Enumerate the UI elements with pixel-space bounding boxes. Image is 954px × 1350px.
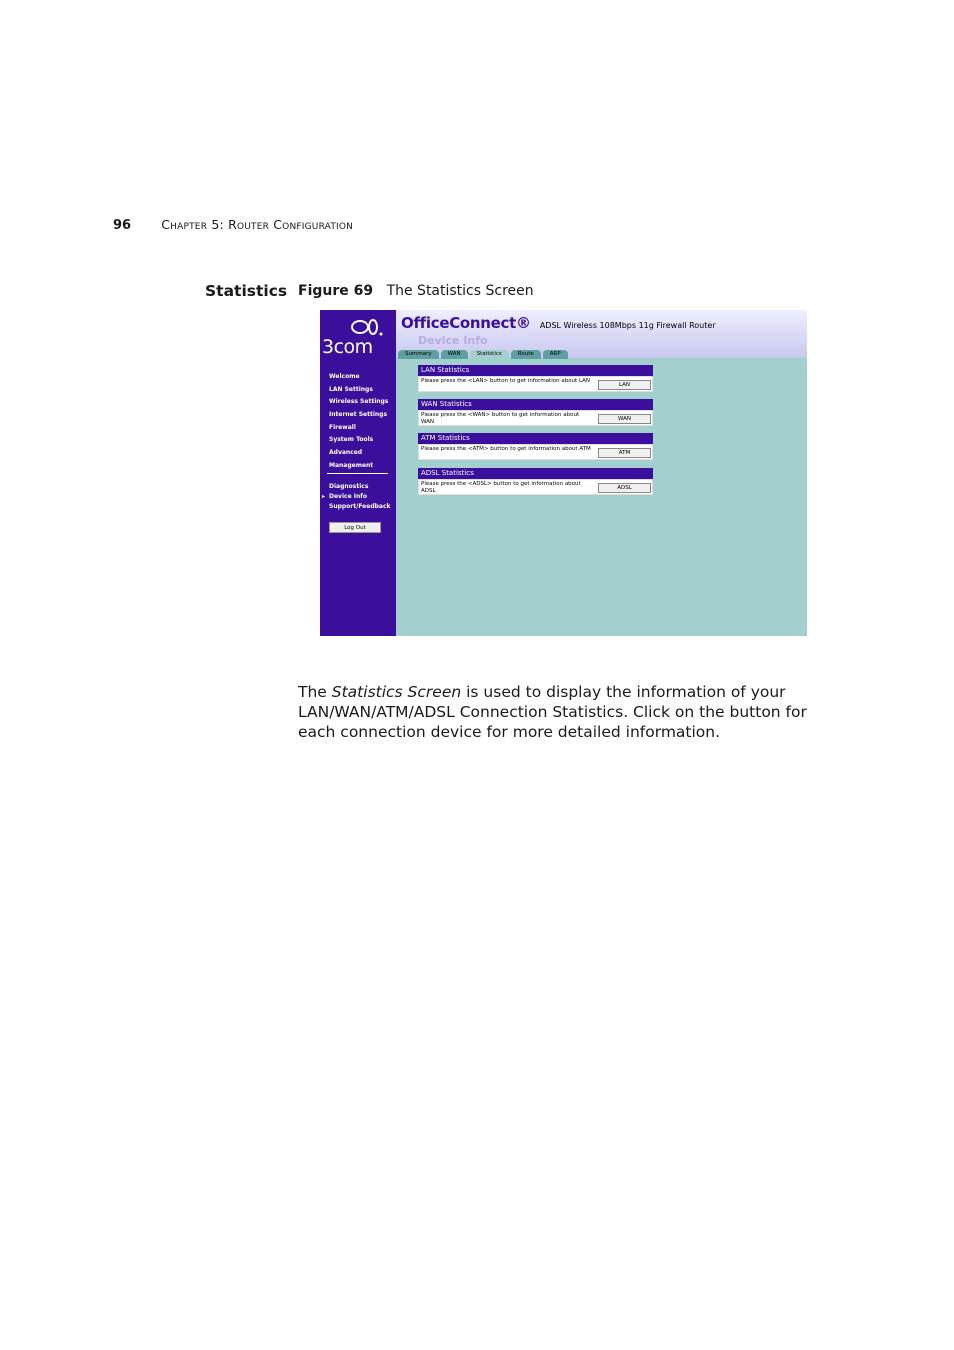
sidebar-subnav [322, 482, 395, 512]
panel-description: Please press the <ATM> button to get information about ATM [421, 446, 591, 452]
tab-summary[interactable]: Summary [398, 350, 439, 359]
router-screenshot [320, 310, 807, 636]
page-header [113, 217, 353, 233]
router-header [396, 310, 807, 358]
brand-name: OfficeConnect® [401, 314, 531, 332]
sidebar-divider [327, 473, 388, 474]
chapter-title: Chapter 5: Router Configuration [161, 217, 354, 232]
adsl-button[interactable]: ADSL [598, 483, 651, 493]
panel-body [418, 410, 653, 426]
sidebar-item-advanced[interactable]: Advanced [329, 449, 363, 457]
current-page-arrow-icon: ▸ [322, 493, 326, 500]
body-emphasis: Statistics Screen [331, 682, 462, 701]
adsl-statistics-panel [418, 468, 653, 495]
body-text-start: The [298, 682, 332, 701]
sidebar-item-firewall[interactable]: Firewall [329, 423, 356, 431]
tab-bar [398, 350, 568, 359]
sidebar-item-wireless-settings[interactable]: Wireless Settings [329, 398, 389, 406]
lan-statistics-panel [418, 365, 653, 392]
wan-statistics-panel [418, 399, 653, 426]
panel-description: Please press the <ADSL> button to get information about ADSL [421, 481, 581, 494]
tab-wan[interactable]: WAN [441, 350, 468, 359]
panel-description: Please press the <LAN> button to get information about LAN [421, 378, 591, 384]
sidebar-item-welcome[interactable]: Welcome [329, 373, 360, 380]
panel-body [418, 444, 653, 460]
wan-button[interactable]: WAN [598, 414, 651, 424]
sidebar-item-management[interactable]: Management [329, 461, 374, 469]
sidebar-item-label: Device Info [329, 493, 367, 500]
sidebar-item-diagnostics[interactable]: Diagnostics [329, 483, 369, 490]
sidebar-item-support-feedback[interactable]: Support/Feedback [329, 503, 391, 510]
lan-button[interactable]: LAN [598, 380, 651, 390]
page-subtitle: Device Info [418, 334, 488, 347]
panel-body [418, 376, 653, 392]
panel-title: ATM Statistics [418, 433, 653, 444]
header-title [401, 313, 716, 332]
tab-statistics[interactable]: Statistics [470, 350, 509, 359]
logout-button[interactable]: Log Out [329, 522, 381, 533]
panel-title: LAN Statistics [418, 365, 653, 376]
section-heading: Statistics [205, 282, 288, 300]
page-number: 96 [113, 218, 132, 233]
tab-route[interactable]: Route [511, 350, 541, 359]
brand-logo-text: 3com [322, 336, 373, 358]
panel-body [418, 479, 653, 495]
atm-button[interactable]: ATM [598, 448, 651, 458]
sidebar-item-lan-settings[interactable]: LAN Settings [329, 385, 373, 393]
body-paragraph [298, 682, 838, 743]
figure-caption [298, 283, 534, 299]
sidebar [320, 310, 396, 636]
product-name: ADSL Wireless 108Mbps 11g Firewall Router [539, 321, 716, 330]
atm-statistics-panel [418, 433, 653, 460]
panel-description: Please press the <WAN> button to get information about WAN [421, 412, 580, 425]
figure-caption-text: The Statistics Screen [386, 283, 534, 299]
panel-title: ADSL Statistics [418, 468, 653, 479]
panel-title: WAN Statistics [418, 399, 653, 410]
sidebar-item-device-info[interactable] [322, 492, 395, 502]
sidebar-item-internet-settings[interactable]: Internet Settings [329, 411, 388, 419]
body-text-end: is used to display the information of your LAN/WAN/ATM/ADSL Connection Statistics. Click on the button for each connection device for more detailed information. [298, 682, 807, 741]
sidebar-item-system-tools[interactable]: System Tools [329, 436, 374, 444]
tab-arp[interactable]: ARP [543, 350, 568, 359]
figure-label: Figure 69 [298, 283, 374, 299]
sidebar-nav [329, 371, 395, 473]
